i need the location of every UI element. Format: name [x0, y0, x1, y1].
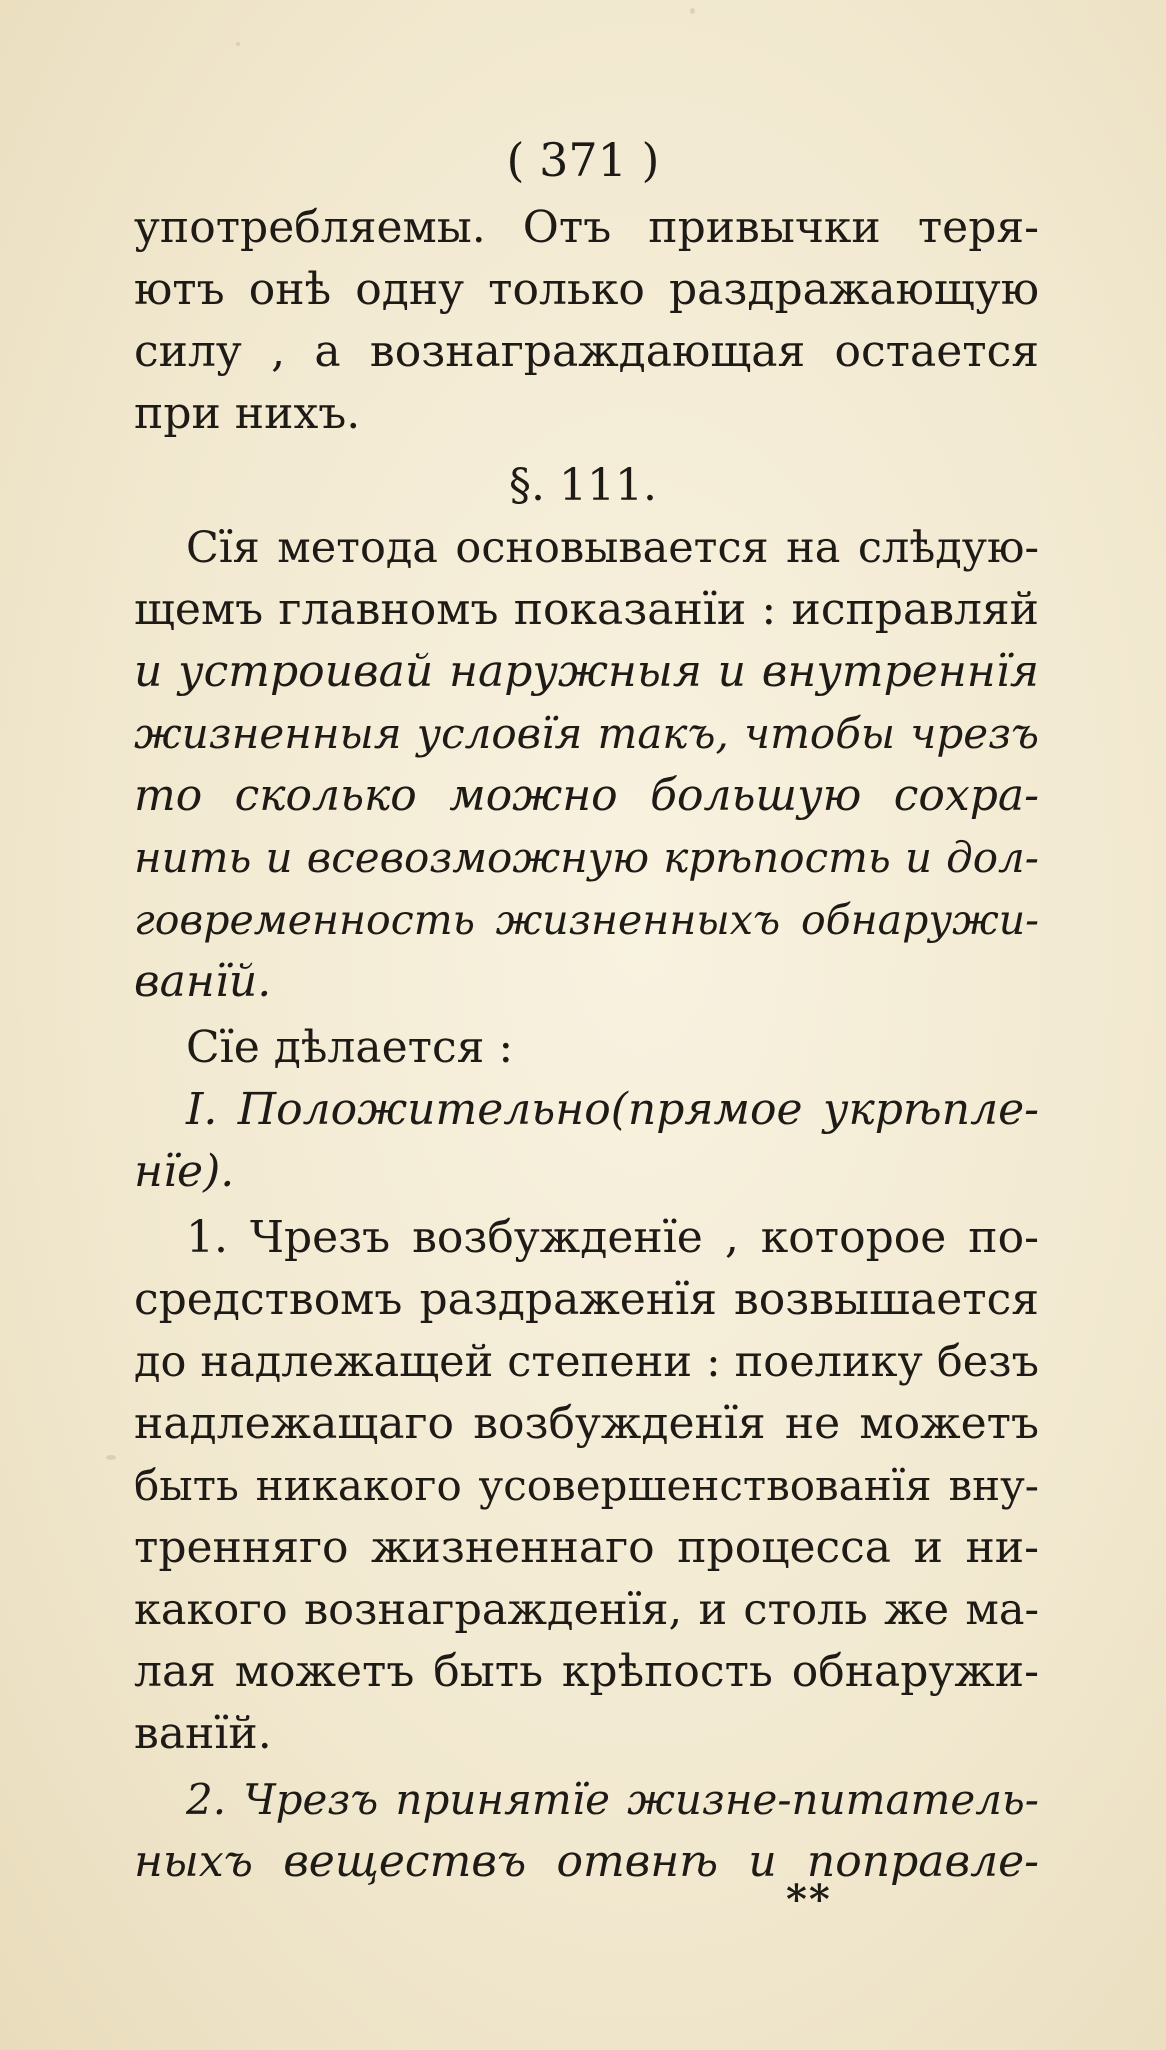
italic-text-line: I. Положительно(прямое укрѣпле-	[186, 1084, 1039, 1135]
italic-text-line: то сколько можно большую сохра-	[134, 770, 1039, 821]
text-line: лая можетъ быть крѣпость обнаружи-	[134, 1646, 1039, 1697]
italic-text-line: нїе).	[134, 1146, 235, 1197]
text-line: ютъ онѣ одну только раздражающую	[134, 264, 1039, 315]
italic-text-line: говременность жизненныхъ обнаружи-	[134, 896, 1039, 944]
catchword-mark: **	[786, 1876, 832, 1923]
text-line: быть никакого усовершенствованїя вну-	[134, 1461, 1039, 1510]
ink-spot	[106, 1455, 116, 1460]
text-line: тренняго жизненнаго процесса и ни-	[134, 1522, 1039, 1573]
text-line: Сїя метода основывается на слѣдую-	[186, 523, 1039, 573]
ink-spot	[236, 42, 240, 46]
text-line: какого вознагражденїя, и столь же ма-	[134, 1585, 1039, 1635]
italic-text-line: ванїй.	[134, 956, 272, 1007]
ink-spot	[690, 8, 695, 14]
italic-text-line: 2. Чрезъ принятїе жизне-питатель-	[186, 1775, 1039, 1824]
section-heading: §. 111.	[509, 460, 657, 511]
italic-text-line: ныхъ веществъ отвнѣ и поправле-	[134, 1836, 1039, 1887]
text-line: надлежащаго возбужденїя не можетъ	[134, 1398, 1039, 1449]
italic-text-line: жизненныя условїя такъ, чтобы чрезъ	[134, 709, 1039, 758]
italic-text-line: и устроивай наружныя и внутреннїя	[134, 646, 1039, 697]
text-line: при нихъ.	[134, 388, 361, 439]
text-line: до надлежащей степени : поелику безъ	[134, 1337, 1039, 1387]
text-line: силу , а вознаграждающая остается	[134, 326, 1039, 377]
text-line: Сїе дѣлается :	[186, 1022, 514, 1073]
text-line: 1. Чрезъ возбужденїе , которое по-	[186, 1212, 1039, 1263]
page-number: ( 371 )	[506, 133, 660, 187]
text-line: употребляемы. Отъ привычки теря-	[134, 202, 1039, 253]
italic-text-line: нить и всевозможную крѣпость и дол-	[134, 833, 1039, 882]
text-line: средствомъ раздраженїя возвышается	[134, 1274, 1039, 1325]
text-line: щемъ главномъ показанїи : исправляй	[134, 584, 1039, 635]
text-line: ванїй.	[134, 1708, 272, 1759]
